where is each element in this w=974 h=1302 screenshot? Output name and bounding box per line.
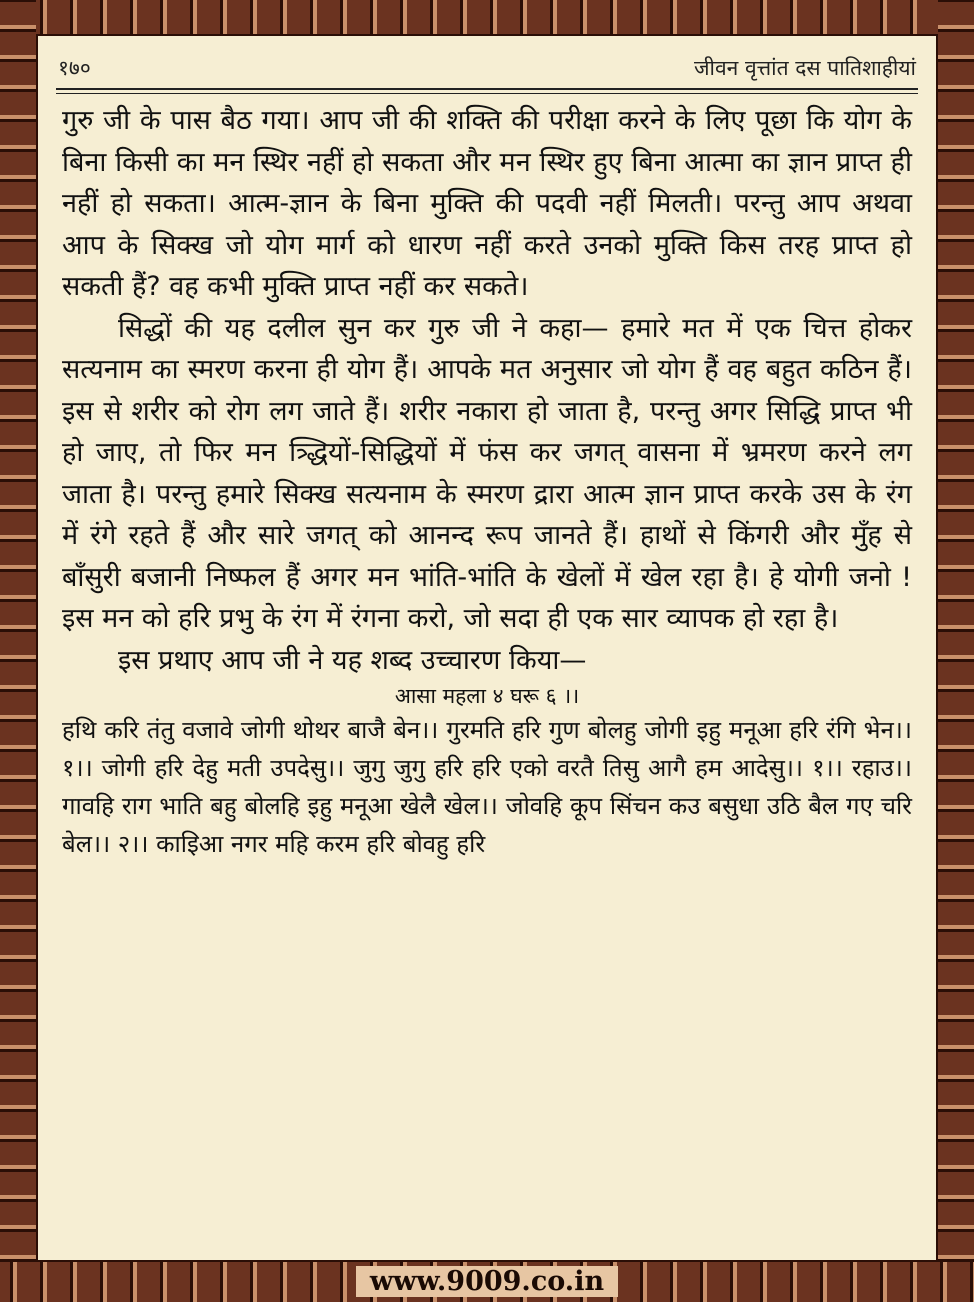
paragraph: सिद्धों की यह दलील सुन कर गुरु जी ने कहा— हमारे मत में एक चित्त होकर सत्यनाम का स्मरण करना ही योग हैं। आपके मत अनुसार जो योग हैं वह बहुत कठिन हैं। इस से शरीर को रोग लग जाते हैं। शरीर नकारा हो जाता है, परन्तु अगर सिद्धि प्राप्त भी हो जाए, तो फिर मन त्र्द्धियों-सिद्धियों में फंस कर जगत् वासना में भ्रमरण करने लग जाता है। परन्तु हमारे सिक्ख सत्यनाम के स्मरण द्रारा आत्म ज्ञान प्राप्त करके उस के रंग में रंगे रहते हैं और सारे जगत् को आनन्द रूप जानते हैं। हाथों से किंगरी और मुँह से बाँसुरी बजानी निष्फल हैं अगर मन भांति-भांति के खेलों में खेल रहा है। हे योगी जनो ! इस मन को हरि प्रभु के रंग में रंगना करो, जो सदा ही एक सार व्यापक हो रहा है। <box>62 312 912 634</box>
border-right <box>938 0 974 1302</box>
running-title: जीवन वृत्तांत दस पातिशाहीयां <box>693 56 916 80</box>
shabad-title: आसा महला ४ घरू ६ ।। <box>394 684 580 708</box>
website-text[interactable]: www.9009.co.in <box>356 1266 618 1297</box>
shabad-intro: इस प्रथाए आप जी ने यह शब्द उच्चारण किया— <box>118 644 587 676</box>
header-rule <box>56 88 918 90</box>
border-left <box>0 0 36 1302</box>
book-page <box>36 34 938 1262</box>
page-number: १७० <box>58 56 91 80</box>
header-rule-thin <box>56 93 918 94</box>
website-link[interactable] <box>0 1266 974 1298</box>
page-body <box>62 100 912 863</box>
border-top <box>0 0 974 34</box>
paragraph: गुरु जी के पास बैठ गया। आप जी की शक्ति की परीक्षा करने के लिए पूछा कि योग के बिना किसी का मन स्थिर नहीं हो सकता और मन स्थिर हुए बिना आत्मा का ज्ञान प्राप्त ही नहीं हो सकता। आत्म-ज्ञान के बिना मुक्ति की पदवी नहीं मिलती। परन्तु आप अथवा आप के सिक्ख जो योग मार्ग को धारण नहीं करते उनको मुक्ति किस तरह प्राप्त हो सकती हैं? वह कभी मुक्ति प्राप्त नहीं कर सकते। <box>62 105 912 302</box>
shabad-verse: हथि करि तंतु वजावे जोगी थोथर बाजै बेन।। गुरमति हरि गुण बोलहु जोगी इहु मनूआ हरि रंगि भेन।। १।। जोगी हरि देहु मती उपदेसु।। जुगु जुगु हरि हरि एको वरतै तिसु आगै हम आदेसु।। १।। रहाउ।। गावहि राग भाति बहु बोलहि इहु मनूआ खेलै खेल।। जोवहि कूप सिंचन कउ बसुधा उठि बैल गए चरि बेल।। २।। काइिआ नगर महि करम हरि बोवहु हरि <box>62 716 912 858</box>
page-header <box>58 50 916 86</box>
